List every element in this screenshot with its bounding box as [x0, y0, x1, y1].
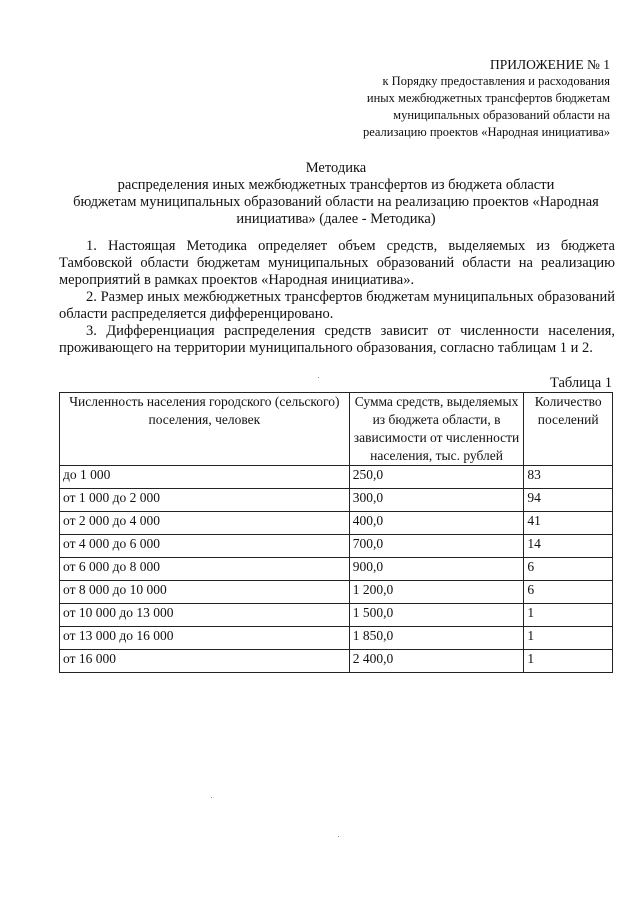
cell-count: 6: [524, 581, 613, 604]
table-row: [60, 650, 613, 673]
paragraph-2: 2. Размер иных межбюджетных трансфертов бюджетам муниципальных образований области распределяется дифференцировано.: [59, 289, 615, 322]
table-row: [60, 466, 613, 489]
body-text: [59, 238, 615, 357]
table-header-row: [60, 393, 613, 466]
cell-population: от 16 000: [60, 650, 350, 673]
scan-speck: [318, 377, 319, 378]
header-amount: Сумма средств, выделяемых из бюджета области, в зависимости от численности населения, тыс. рублей: [349, 393, 524, 466]
cell-amount: 1 200,0: [349, 581, 524, 604]
header-count: Количество поселений: [524, 393, 613, 466]
cell-population: от 8 000 до 10 000: [60, 581, 350, 604]
table-row: [60, 627, 613, 650]
distribution-table: [59, 392, 613, 673]
cell-count: 1: [524, 627, 613, 650]
cell-population: от 4 000 до 6 000: [60, 535, 350, 558]
cell-count: 14: [524, 535, 613, 558]
cell-count: 1: [524, 604, 613, 627]
paragraph-1: 1. Настоящая Методика определяет объем средств, выделяемых из бюджета Тамбовской области бюджетам муниципальных образований области на реализацию мероприятий в рамках проектов «Народная инициатива».: [59, 238, 615, 288]
scan-speck: [211, 797, 212, 798]
cell-population: от 6 000 до 8 000: [60, 558, 350, 581]
method-heading: [56, 160, 616, 228]
cell-amount: 2 400,0: [349, 650, 524, 673]
table-row: [60, 604, 613, 627]
cell-count: 6: [524, 558, 613, 581]
cell-amount: 1 500,0: [349, 604, 524, 627]
cell-population: от 2 000 до 4 000: [60, 512, 350, 535]
cell-population: от 1 000 до 2 000: [60, 489, 350, 512]
method-subtitle-line: распределения иных межбюджетных трансфертов из бюджета области: [117, 177, 555, 193]
cell-count: 83: [524, 466, 613, 489]
table-row: [60, 489, 613, 512]
cell-amount: 400,0: [349, 512, 524, 535]
cell-amount: 1 850,0: [349, 627, 524, 650]
method-subtitle-line: инициатива» (далее - Методика): [236, 211, 436, 227]
table-row: [60, 581, 613, 604]
table-row: [60, 535, 613, 558]
cell-population: от 13 000 до 16 000: [60, 627, 350, 650]
paragraph-3: 3. Дифференциация распределения средств зависит от численности населения, проживающего на территории муниципального образования, согласно таблицам 1 и 2.: [59, 323, 615, 356]
table-row: [60, 512, 613, 535]
cell-amount: 300,0: [349, 489, 524, 512]
method-subtitle-line: бюджетам муниципальных образований области на реализацию проектов «Народная: [73, 194, 599, 210]
appendix-header: [310, 56, 610, 141]
appendix-title: ПРИЛОЖЕНИЕ № 1: [489, 57, 610, 72]
appendix-line: иных межбюджетных трансфертов бюджетам: [366, 91, 610, 105]
cell-count: 41: [524, 512, 613, 535]
cell-amount: 900,0: [349, 558, 524, 581]
cell-amount: 250,0: [349, 466, 524, 489]
appendix-line: к Порядку предоставления и расходования: [382, 74, 610, 88]
cell-population: от 10 000 до 13 000: [60, 604, 350, 627]
cell-amount: 700,0: [349, 535, 524, 558]
appendix-line: муниципальных образований области на: [393, 108, 610, 122]
cell-population: до 1 000: [60, 466, 350, 489]
cell-count: 94: [524, 489, 613, 512]
table-body: [60, 466, 613, 673]
method-title: Методика: [305, 160, 367, 176]
appendix-line: реализацию проектов «Народная инициатива»: [362, 125, 610, 139]
table-caption: Таблица 1: [549, 375, 612, 391]
cell-count: 1: [524, 650, 613, 673]
table-row: [60, 558, 613, 581]
header-population: Численность населения городского (сельского) поселения, человек: [60, 393, 350, 466]
scan-speck: [338, 836, 339, 837]
